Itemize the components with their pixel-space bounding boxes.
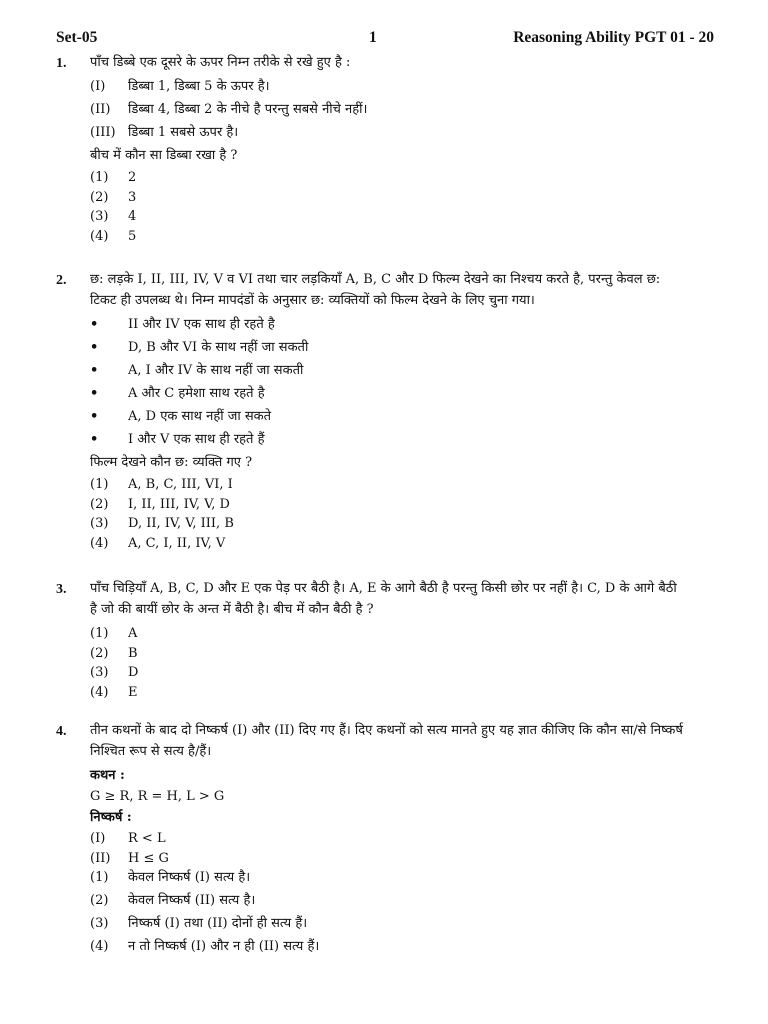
question-text: पाँच डिब्बे एक दूसरे के ऊपर निम्न तरीके से रखे हुए है : <box>90 55 351 70</box>
option-text: D <box>128 665 139 680</box>
option-text: A <box>128 626 138 641</box>
statement-label: (I) <box>90 79 106 94</box>
condition-text: A और C हमेशा साथ रहते है <box>128 386 265 401</box>
option-text: A, C, I, II, IV, V <box>128 535 226 551</box>
condition-bullet <box>90 317 716 340</box>
question-number: 1. <box>56 56 67 71</box>
option-text: D, II, IV, V, III, B <box>128 516 234 531</box>
option-item <box>90 516 716 536</box>
question-text-line: तीन कथनों के बाद दो निष्कर्ष (I) और (II) दिए गए हैं। दिए कथनों को सत्य मानते हुए यह ज्ञात कीजिए कि कौन सा/से निष्कर्ष <box>90 723 683 738</box>
condition-text: D, B और VI के साथ नहीं जा सकती <box>128 340 309 355</box>
page-header <box>56 28 714 48</box>
option-text: 5 <box>128 228 137 244</box>
question-3 <box>56 581 716 704</box>
question-number: 2. <box>56 273 67 288</box>
set-label: Set-05 <box>56 29 98 46</box>
option-text: निष्कर्ष (I) तथा (II) दोनों ही सत्य हैं। <box>128 916 308 931</box>
option-label: (4) <box>90 535 109 551</box>
option-item <box>90 665 716 685</box>
option-label: (3) <box>90 516 109 531</box>
option-text: न तो निष्कर्ष (I) और न ही (II) सत्य हैं। <box>128 939 320 954</box>
bullet-icon: • <box>90 363 99 378</box>
option-label: (4) <box>90 228 109 244</box>
option-label: (1) <box>90 626 109 641</box>
question-text-line: टिकट ही उपलब्ध थे। निम्न मापदंडों के अनुसार छ: व्यक्तियों को फिल्म देखने के लिए चुना गया। <box>90 293 535 308</box>
statement-label: (II) <box>90 102 111 117</box>
option-label: (1) <box>90 870 109 885</box>
option-item <box>90 497 716 517</box>
option-item <box>90 209 716 229</box>
condition-bullet <box>90 340 716 363</box>
condition-text: A, D एक साथ नहीं जा सकते <box>128 409 272 424</box>
option-label: (2) <box>90 645 109 661</box>
bullet-icon: • <box>90 386 99 401</box>
option-label: (3) <box>90 209 109 224</box>
question-text-line: छ: लड़के I, II, III, IV, V व VI तथा चार लड़कियाँ A, B, C और D फिल्म देखने का निश्चय करते है, परन्तु केवल छ: <box>90 272 661 287</box>
conclusion-text: R < L <box>128 831 166 846</box>
question-prompt: फिल्म देखने कौन छ: व्यक्ति गए ? <box>90 455 253 470</box>
subject-title: Reasoning Ability PGT 01 - 20 <box>513 29 714 46</box>
conclusion-item <box>90 831 716 851</box>
conclusion-label: (I) <box>90 831 106 846</box>
statement-item <box>90 79 716 102</box>
conclusion-label: (II) <box>90 850 111 866</box>
option-item <box>90 536 716 556</box>
option-text: 3 <box>128 189 137 205</box>
bullet-icon: • <box>90 340 99 355</box>
statements-heading: कथन : <box>90 768 125 783</box>
option-item <box>90 893 716 916</box>
option-label: (2) <box>90 496 109 512</box>
option-text: 2 <box>128 170 137 185</box>
question-prompt: बीच में कौन सा डिब्बा रखा है ? <box>90 148 238 163</box>
option-text: 4 <box>128 209 137 224</box>
statement-item <box>90 125 716 148</box>
condition-bullet <box>90 386 716 409</box>
conclusions-heading: निष्कर्ष : <box>90 810 132 825</box>
conclusion-item <box>90 851 716 871</box>
option-label: (1) <box>90 170 109 185</box>
statement-item <box>90 102 716 125</box>
option-item <box>90 685 716 705</box>
condition-bullet <box>90 432 716 455</box>
question-number: 4. <box>56 724 67 739</box>
option-item <box>90 646 716 666</box>
question-number: 3. <box>56 582 67 597</box>
bullet-icon: • <box>90 317 99 332</box>
option-item <box>90 477 716 497</box>
question-text-line: निश्चित रूप से सत्य है/हैं। <box>90 744 212 759</box>
bullet-icon: • <box>90 432 99 447</box>
statements-text: G ≥ R, R = H, L > G <box>90 789 225 804</box>
option-label: (4) <box>90 684 109 700</box>
option-label: (2) <box>90 189 109 205</box>
question-text-line: पाँच चिड़ियाँ A, B, C, D और E एक पेड़ पर बैठी है। A, E के आगे बैठी है परन्तु किसी छोर पर नहीं है। C, D के आगे बैठी <box>90 581 677 596</box>
option-item <box>90 626 716 646</box>
question-1 <box>56 55 716 248</box>
question-4 <box>56 723 716 962</box>
question-text-line: है जो की बायीं छोर के अन्त में बैठी है। बीच में कौन बैठी है ? <box>90 602 374 617</box>
option-label: (2) <box>90 893 109 908</box>
bullet-icon: • <box>90 409 99 424</box>
conclusion-text: H ≤ G <box>128 850 169 866</box>
option-item <box>90 170 716 190</box>
option-text: केवल निष्कर्ष (II) सत्य है। <box>128 893 256 908</box>
option-text: A, B, C, III, VI, I <box>128 477 233 492</box>
option-text: E <box>128 684 138 700</box>
condition-text: II और IV एक साथ ही रहते है <box>128 317 275 332</box>
condition-bullet <box>90 409 716 432</box>
option-item <box>90 190 716 210</box>
page-number: 1 <box>369 29 377 46</box>
option-text: I, II, III, IV, V, D <box>128 496 230 512</box>
condition-text: I और V एक साथ ही रहते हैं <box>128 432 265 447</box>
option-label: (3) <box>90 916 109 931</box>
option-item <box>90 229 716 249</box>
condition-bullet <box>90 363 716 386</box>
option-label: (4) <box>90 939 109 954</box>
option-item <box>90 870 716 893</box>
statement-text: डिब्बा 1 सबसे ऊपर है। <box>128 125 239 140</box>
option-label: (1) <box>90 477 109 492</box>
statement-text: डिब्बा 4, डिब्बा 2 के नीचे है परन्तु सबसे नीचे नहीं। <box>128 102 368 117</box>
option-text: केवल निष्कर्ष (I) सत्य है। <box>128 870 251 885</box>
statement-label: (III) <box>90 125 116 140</box>
option-text: B <box>128 645 138 661</box>
option-label: (3) <box>90 665 109 680</box>
condition-text: A, I और IV के साथ नहीं जा सकती <box>128 363 304 378</box>
option-item <box>90 939 716 962</box>
option-item <box>90 916 716 939</box>
question-2 <box>56 272 716 555</box>
statement-text: डिब्बा 1, डिब्बा 5 के ऊपर है। <box>128 79 270 94</box>
